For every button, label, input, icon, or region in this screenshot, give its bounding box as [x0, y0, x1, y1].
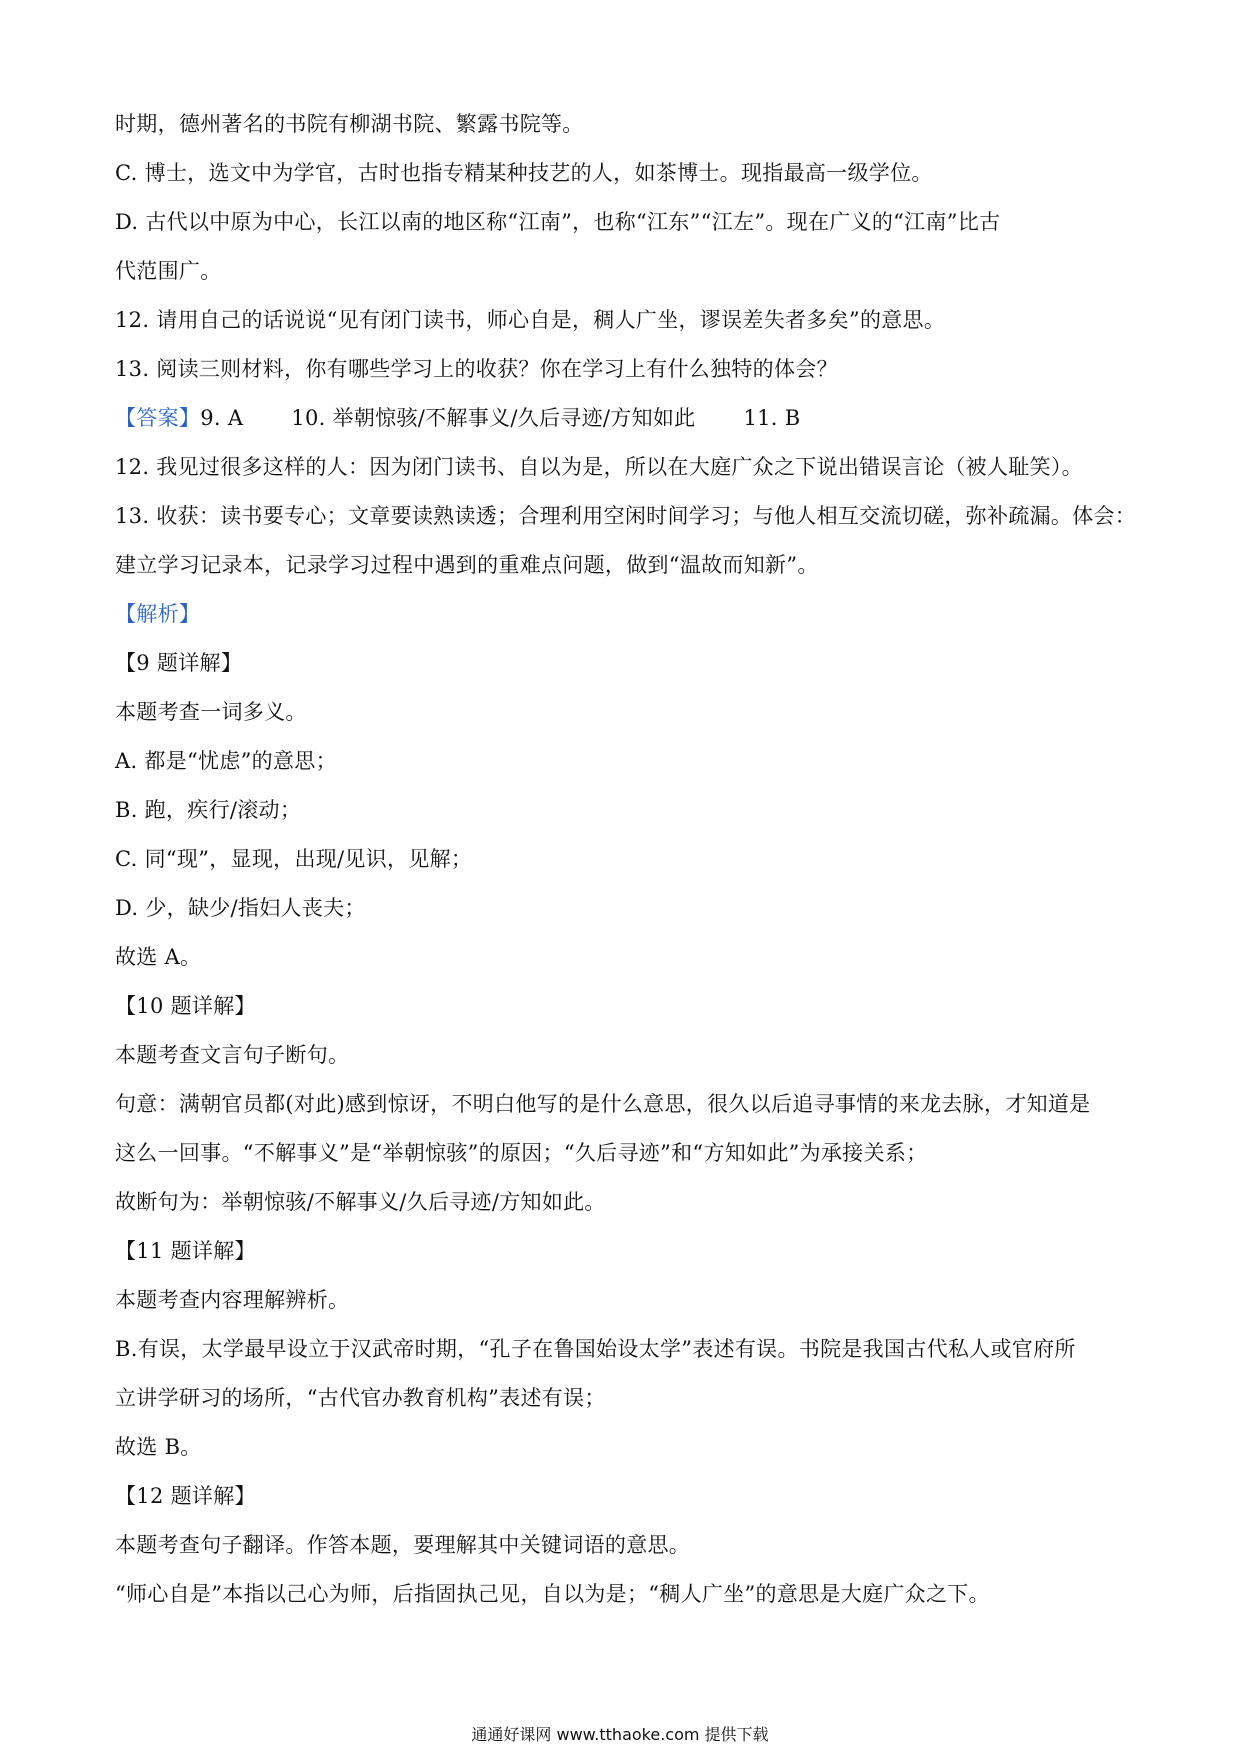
paragraph-line: 时期，德州著名的书院有柳湖书院、繁露书院等。 — [115, 112, 584, 136]
paragraph-line: D. 少，缺少/指妇人丧夫； — [115, 896, 366, 920]
paragraph-line: B.有误，太学最早设立于汉武帝时期，“孔子在鲁国始设太学”表述有误。书院是我国古代私人或官府所 — [115, 1337, 1076, 1361]
question-12: 12. 请用自己的话说说“见有闭门读书，师心自是，稠人广坐，谬误差失者多矣”的意思。 — [115, 308, 946, 332]
document-body — [115, 100, 1137, 1619]
paragraph-line: 句意：满朝官员都(对此)感到惊讶，不明白他写的是什么意思，很久以后追寻事情的来龙去脉，才知道是 — [115, 1092, 1091, 1116]
answer-row — [115, 394, 1125, 443]
paragraph-line: 故选 B。 — [115, 1435, 202, 1459]
paragraph-line: 本题考查文言句子断句。 — [115, 1043, 350, 1067]
paragraph-line: 本题考查句子翻译。作答本题，要理解其中关键词语的意思。 — [115, 1533, 691, 1557]
section-heading-11: 【11 题详解】 — [115, 1239, 256, 1263]
paragraph-line: 故选 A。 — [115, 945, 202, 969]
question-13: 13. 阅读三则材料，你有哪些学习上的收获？你在学习上有什么独特的体会？ — [115, 357, 838, 381]
answer-12: 12. 我见过很多这样的人：因为闭门读书、自以为是，所以在大庭广众之下说出错误言论（被人耻笑）。 — [115, 455, 1083, 479]
section-heading-12: 【12 题详解】 — [115, 1484, 256, 1508]
paragraph-line: B. 跑，疾行/滚动； — [115, 798, 302, 822]
answer-13-continued: 建立学习记录本，记录学习过程中遇到的重难点问题，做到“温故而知新”。 — [115, 553, 819, 577]
paragraph-line: C. 同“现”，显现，出现/见识，见解； — [115, 847, 473, 871]
paragraph-line: 故断句为：举朝惊骇/不解事义/久后寻迹/方知如此。 — [115, 1190, 606, 1214]
page-footer: 通通好课网 www.tthaoke.com 提供下载 — [471, 1725, 769, 1744]
paragraph-line: 本题考查一词多义。 — [115, 700, 307, 724]
option-d-continued: 代范围广。 — [115, 259, 222, 283]
answer-10: 10. 举朝惊骇/不解事义/久后寻迹/方知如此 — [291, 406, 696, 430]
analysis-label: 【解析】 — [115, 602, 201, 626]
option-c: C. 博士，选文中为学官，古时也指专精某种技艺的人，如茶博士。现指最高一级学位。 — [115, 161, 933, 185]
section-heading-9: 【9 题详解】 — [115, 651, 243, 675]
section-heading-10: 【10 题详解】 — [115, 994, 256, 1018]
answer-11: 11. B — [743, 406, 801, 430]
answer-9: 9. A — [200, 406, 244, 430]
paragraph-line: 立讲学研习的场所，“古代官办教育机构”表述有误； — [115, 1386, 606, 1410]
paragraph-line: 本题考查内容理解辨析。 — [115, 1288, 350, 1312]
option-d: D. 古代以中原为中心，长江以南的地区称“江南”，也称“江东”“江左”。现在广义的“江南”比古 — [115, 210, 1001, 234]
paragraph-line: “师心自是”本指以己心为师，后指固执己见，自以为是；“稠人广坐”的意思是大庭广众之下。 — [115, 1582, 990, 1606]
answer-13: 13. 收获：读书要专心；文章要读熟读透；合理利用空闲时间学习；与他人相互交流切磋，弥补疏漏。体会： — [115, 504, 1137, 528]
paragraph-line: 这么一回事。“不解事义”是“举朝惊骇”的原因；“久后寻迹”和“方知如此”为承接关系； — [115, 1141, 928, 1165]
paragraph-line: A. 都是“忧虑”的意思； — [115, 749, 337, 773]
answer-label: 【答案】 — [115, 406, 201, 430]
